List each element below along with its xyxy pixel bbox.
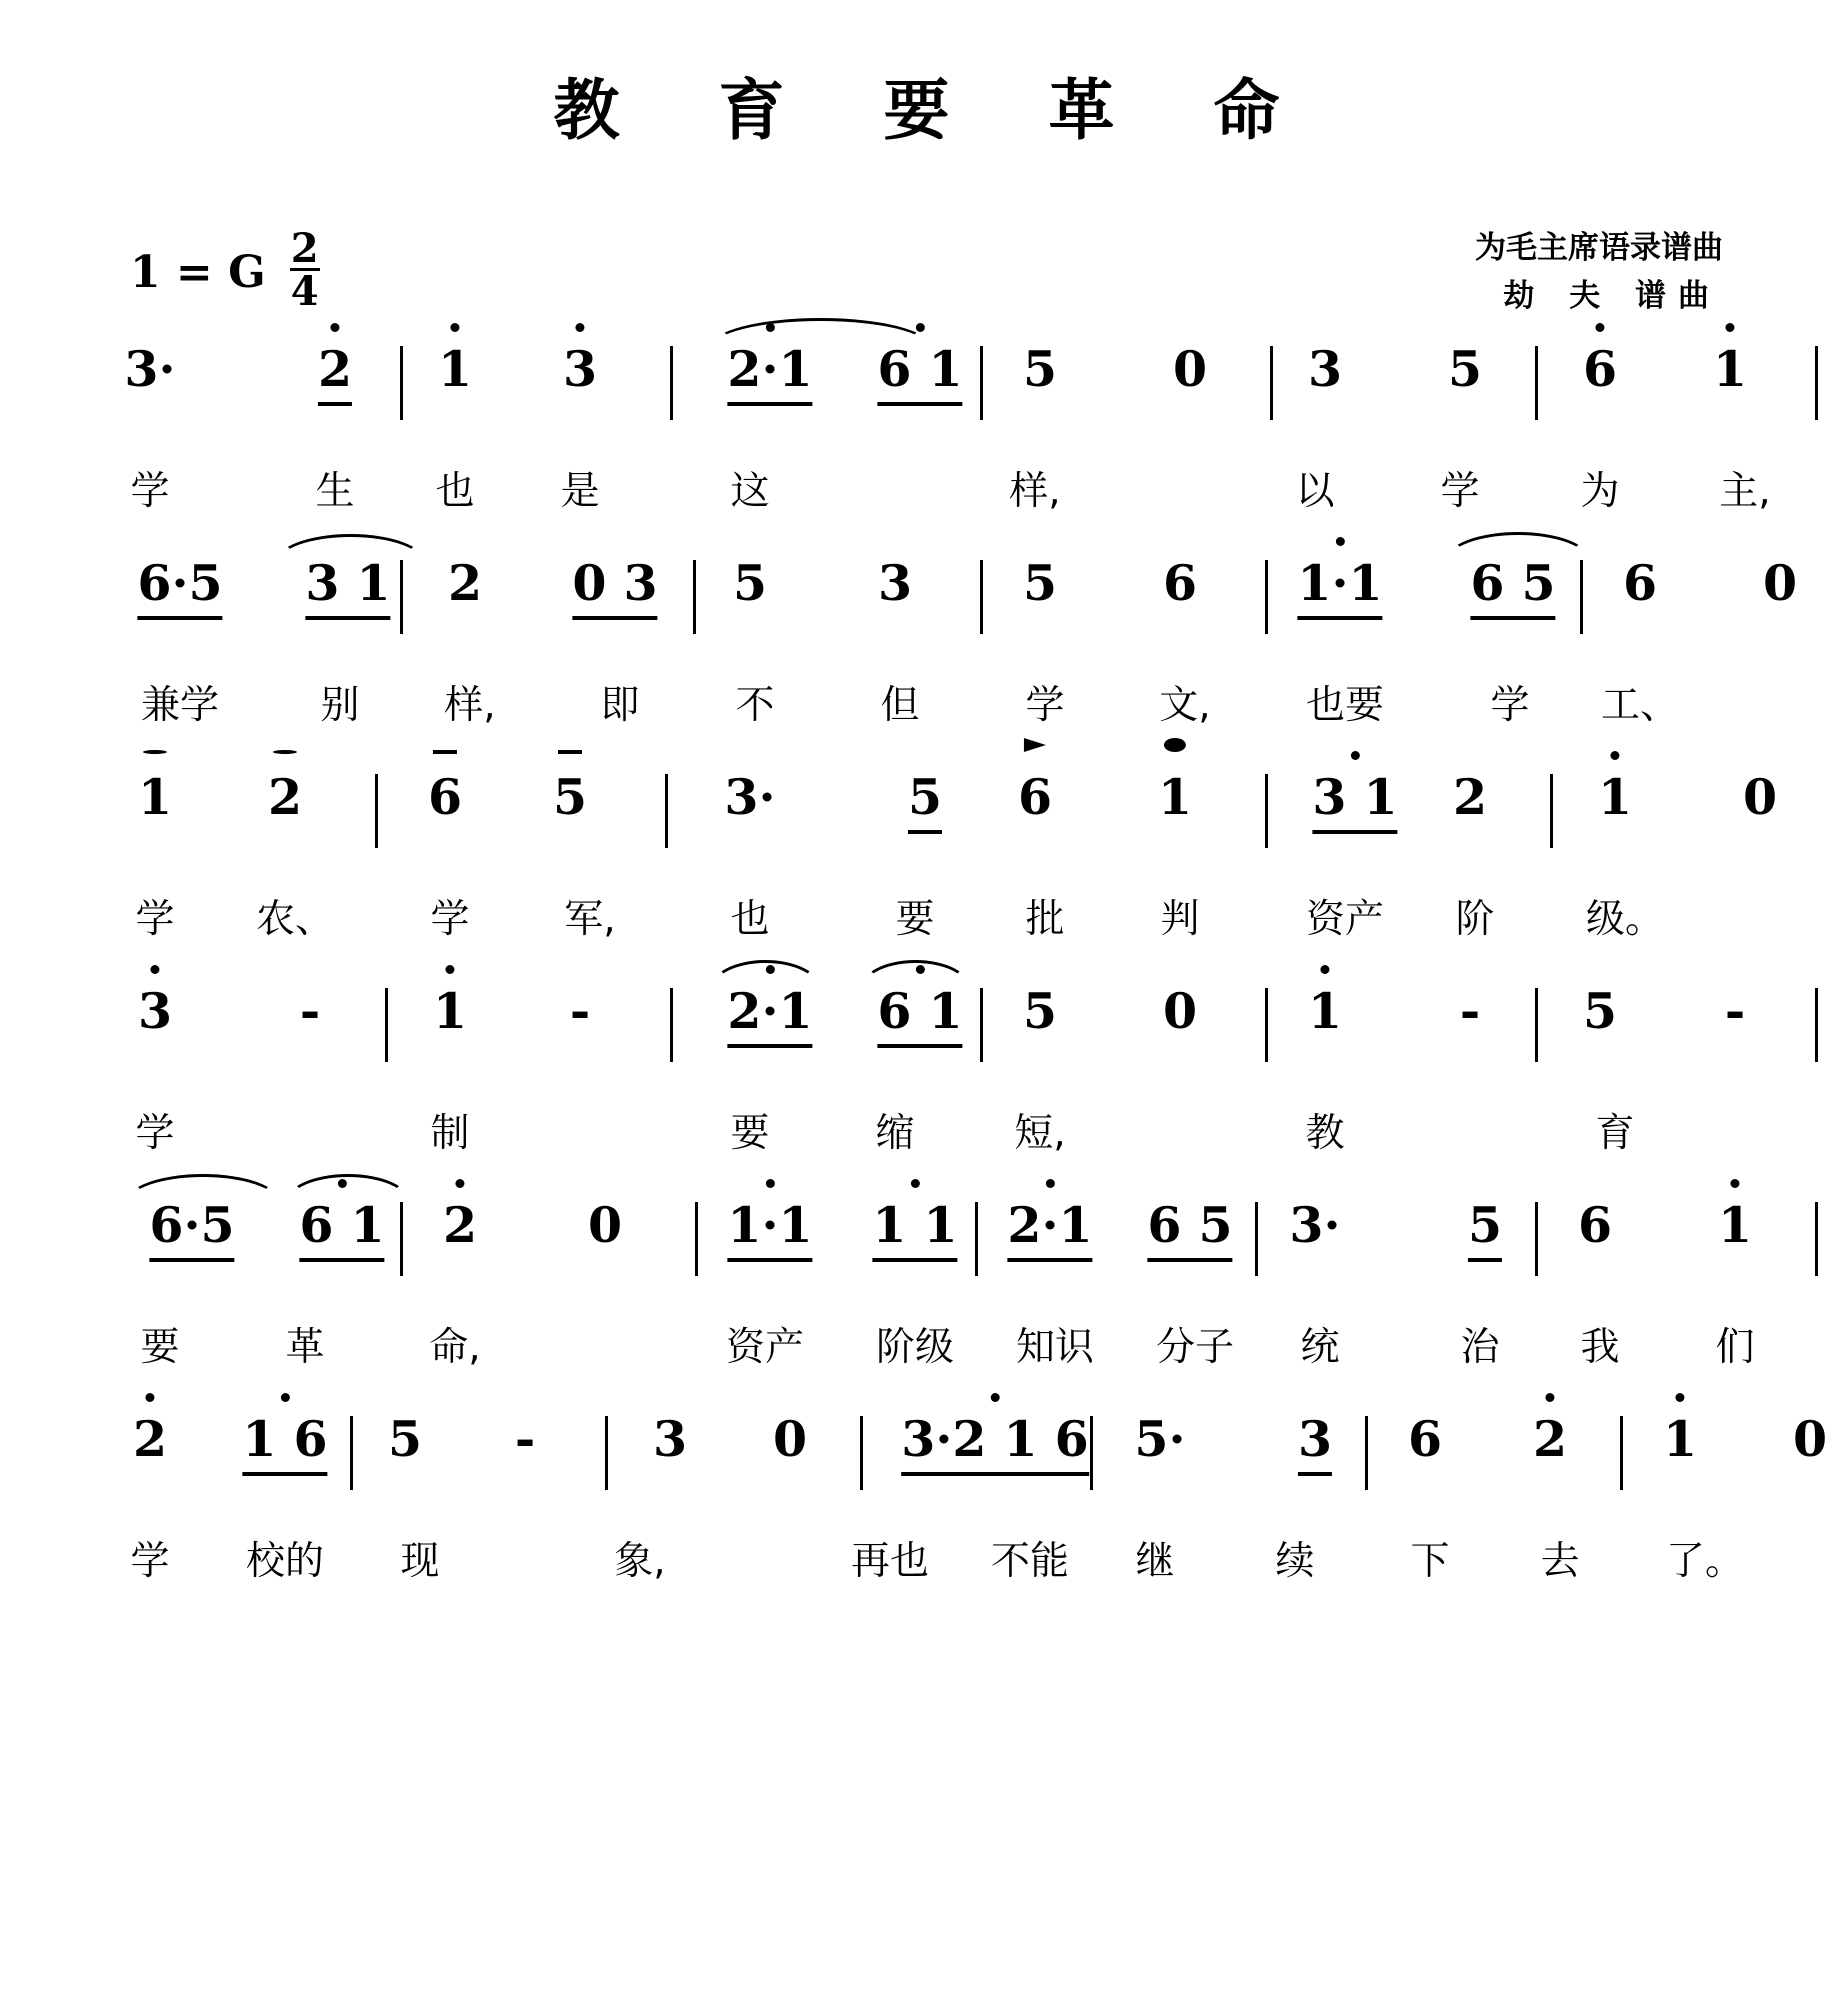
note [428, 768, 462, 826]
lyric: 工、 [1600, 683, 1680, 728]
note-glyph: 1·1 [727, 1196, 812, 1262]
note [553, 768, 587, 826]
lyric: 去 [1540, 1539, 1580, 1584]
lyric: 学 [1440, 469, 1480, 514]
note: - [299, 982, 321, 1040]
lyric: 学 [135, 897, 175, 942]
barline [400, 346, 403, 420]
note-glyph: 5 [552, 768, 588, 826]
lyric: 生 [315, 469, 355, 514]
note: 5 [1022, 340, 1058, 398]
note: - [514, 1410, 536, 1468]
note: 5 [1582, 982, 1618, 1040]
lyric: 革 [285, 1325, 325, 1370]
note [242, 1410, 327, 1476]
note: - [1724, 982, 1746, 1040]
barline [1550, 774, 1553, 848]
score-header [70, 210, 1763, 340]
note-glyph: 1 6 [242, 1410, 327, 1476]
note-glyph: 6 5 [1147, 1196, 1232, 1262]
lyric: 也 [435, 469, 475, 514]
music-system-2 [70, 554, 1798, 768]
lyric: 不 [735, 683, 775, 728]
barline [1535, 346, 1538, 420]
barline [1815, 1202, 1818, 1276]
lyric-row-3 [70, 888, 1763, 958]
note-glyph: 3 [137, 982, 173, 1040]
lyric: 学 [135, 1111, 175, 1156]
note [727, 340, 812, 406]
note-glyph: 6·5 [149, 1196, 234, 1262]
lyric: 这 [730, 469, 770, 514]
lyric: 校的 [245, 1539, 325, 1584]
lyric: 资产 [725, 1325, 805, 1370]
barline [860, 1416, 863, 1490]
barline [1535, 988, 1538, 1062]
note-glyph: 1 [1157, 768, 1193, 826]
note [872, 1196, 957, 1262]
lyric: 们 [1715, 1325, 1755, 1370]
lyric-row-2 [70, 674, 1763, 744]
note [1298, 1410, 1332, 1476]
lyric: 也要 [1305, 683, 1385, 728]
note: 5 [1022, 554, 1058, 612]
lyric: 但 [880, 683, 920, 728]
note: 6 [1622, 554, 1658, 612]
note [1018, 768, 1052, 826]
lyric: 文, [1159, 683, 1211, 728]
note-glyph: 1 [437, 340, 473, 398]
barline [1265, 560, 1268, 634]
lyric: 为 [1580, 469, 1620, 514]
note [438, 340, 472, 398]
barline [670, 346, 673, 420]
note [901, 1410, 1089, 1476]
note-glyph: 3·2 1 6 [901, 1410, 1089, 1476]
note-glyph: 6 5 [1470, 554, 1555, 620]
lyric: 教 [1305, 1111, 1345, 1156]
note-glyph: 1 1 [872, 1196, 957, 1262]
note: 3 [877, 554, 913, 612]
key-signature-group [130, 225, 320, 315]
note-glyph: 1 [1712, 340, 1748, 398]
note [1158, 768, 1192, 826]
lyric: 样, [444, 683, 496, 728]
note: 6 [1162, 554, 1198, 612]
time-signature-numerator: 2 [290, 225, 319, 272]
note [1598, 768, 1632, 826]
note-glyph: 6 1 [877, 982, 962, 1048]
note-glyph: 2 [1532, 1410, 1568, 1468]
note-glyph: 1 [1662, 1410, 1698, 1468]
lyric: 阶级 [875, 1325, 955, 1370]
lyric: 即 [600, 683, 640, 728]
note [727, 982, 812, 1048]
lyric: 育 [1595, 1111, 1635, 1156]
note-glyph: 2 [267, 768, 303, 826]
note [1533, 1410, 1567, 1468]
note: - [569, 982, 591, 1040]
note [443, 1196, 477, 1254]
note-glyph: 6·5 [137, 554, 222, 620]
lyric: 学 [1490, 683, 1530, 728]
note-glyph: 6 1 [299, 1196, 384, 1262]
note [563, 340, 597, 398]
note [727, 1196, 812, 1262]
note-glyph: 6 1 [877, 340, 962, 406]
note [908, 768, 942, 834]
note: 3· [1289, 1196, 1341, 1254]
music-system-6 [70, 1410, 1828, 1624]
note: 3 [1307, 340, 1343, 398]
lyric: 再也 [850, 1539, 930, 1584]
lyric: 是 [560, 469, 600, 514]
note: 2 [447, 554, 483, 612]
credit-line-2: 劫 夫 谱曲 [1503, 278, 1721, 315]
lyric: 继 [1135, 1539, 1175, 1584]
note: 0 [1162, 982, 1198, 1040]
note [1297, 554, 1382, 620]
lyric: 也 [730, 897, 770, 942]
note [1147, 1196, 1232, 1262]
note [138, 982, 172, 1040]
note-glyph: 6 [427, 768, 463, 826]
note: 3· [124, 340, 176, 398]
barline [980, 346, 983, 420]
note [318, 340, 352, 406]
note [877, 982, 962, 1048]
barline [1815, 988, 1818, 1062]
note: 6 [1407, 1410, 1443, 1468]
music-system-4 [70, 982, 1763, 1196]
lyric: 学 [430, 897, 470, 942]
music-system-3 [70, 768, 1778, 982]
note-glyph: 3 1 [305, 554, 390, 620]
note: 0 [1762, 554, 1798, 612]
note-glyph: 2 [318, 340, 352, 406]
note-glyph: 2·1 [1007, 1196, 1092, 1262]
note-glyph: 1 [137, 768, 173, 826]
time-signature-denominator: 4 [290, 268, 319, 315]
barline [1265, 774, 1268, 848]
lyric: 续 [1275, 1539, 1315, 1584]
note-row-2 [70, 554, 1798, 674]
lyric: 判 [1160, 897, 1200, 942]
note: 0 [1742, 768, 1778, 826]
note [1713, 340, 1747, 398]
note-glyph: 1 [1597, 768, 1633, 826]
note: 3 [652, 1410, 688, 1468]
note-glyph: 2·1 [727, 340, 812, 406]
page-title: 教 育 要 革 命 [553, 72, 1318, 149]
note-row-3 [70, 768, 1778, 888]
lyric: 资产 [1305, 897, 1385, 942]
lyric-row-4 [70, 1102, 1763, 1172]
note [305, 554, 390, 620]
note [1663, 1410, 1697, 1468]
note: 5 [1022, 982, 1058, 1040]
lyric: 级。 [1585, 897, 1665, 942]
barline [385, 988, 388, 1062]
barline [1815, 346, 1818, 420]
note [877, 340, 962, 406]
lyric: 军, [564, 897, 616, 942]
lyric: 学 [130, 469, 170, 514]
lyric: 以 [1295, 469, 1335, 514]
note [433, 982, 467, 1040]
barline [1535, 1202, 1538, 1276]
lyric: 统 [1300, 1325, 1340, 1370]
lyric: 不能 [990, 1539, 1070, 1584]
lyric: 制 [430, 1111, 470, 1156]
lyric: 主, [1719, 469, 1771, 514]
barline [980, 560, 983, 634]
key-signature: 1 = G [130, 247, 266, 298]
note: 0 [587, 1196, 623, 1254]
note [138, 768, 172, 826]
lyric: 缩 [875, 1111, 915, 1156]
lyric: 兼学 [140, 683, 220, 728]
lyric: 命, [429, 1325, 481, 1370]
note-row-4 [70, 982, 1763, 1102]
lyric: 样, [1009, 469, 1061, 514]
note-row-5 [70, 1196, 1763, 1316]
barline [605, 1416, 608, 1490]
note-glyph: 1 [1307, 982, 1343, 1040]
note: 3· [724, 768, 776, 826]
note-glyph: 6 [1582, 340, 1618, 398]
lyric: 要 [895, 897, 935, 942]
time-signature [290, 225, 320, 315]
note-glyph: 2 [442, 1196, 478, 1254]
lyric: 要 [730, 1111, 770, 1156]
barline [1090, 1416, 1093, 1490]
note: - [1459, 982, 1481, 1040]
note [133, 1410, 167, 1468]
lyric: 农、 [255, 897, 335, 942]
note [572, 554, 657, 620]
lyric: 学 [130, 1539, 170, 1584]
note: 5 [387, 1410, 423, 1468]
note-glyph: 2·1 [727, 982, 812, 1048]
note-glyph: 5 [908, 768, 942, 834]
note-glyph: 6 [1017, 768, 1053, 826]
note-glyph: 2 [132, 1410, 168, 1468]
note: 6 [1577, 1196, 1613, 1254]
lyric-row-5 [70, 1316, 1763, 1386]
music-system-5 [70, 1196, 1763, 1410]
note-row-6 [70, 1410, 1828, 1530]
lyric-row-1 [70, 460, 1771, 530]
barline [1255, 1202, 1258, 1276]
note: 2 [1452, 768, 1488, 826]
credits [1475, 224, 1723, 320]
note [299, 1196, 384, 1262]
note-glyph: 3 [1298, 1410, 1332, 1476]
barline [1620, 1416, 1623, 1490]
note-row-1 [70, 340, 1763, 460]
note [1468, 1196, 1502, 1262]
barline [1270, 346, 1273, 420]
lyric: 分子 [1155, 1325, 1235, 1370]
note [1308, 982, 1342, 1040]
note [1312, 768, 1397, 834]
barline [375, 774, 378, 848]
barline [670, 988, 673, 1062]
note [268, 768, 302, 826]
note [1583, 340, 1617, 398]
note-glyph: 3 1 [1312, 768, 1397, 834]
note-glyph: 5 [1468, 1196, 1502, 1262]
lyric: 我 [1580, 1325, 1620, 1370]
note [1718, 1196, 1752, 1254]
lyric: 下 [1410, 1539, 1450, 1584]
barline [350, 1416, 353, 1490]
music-system-1 [70, 340, 1771, 554]
lyric: 短, [1014, 1111, 1066, 1156]
barline [665, 774, 668, 848]
note-glyph: 1 [1717, 1196, 1753, 1254]
lyric: 别 [320, 683, 360, 728]
lyric: 要 [140, 1325, 180, 1370]
note: 0 [1792, 1410, 1828, 1468]
lyric: 学 [1025, 683, 1065, 728]
note [1007, 1196, 1092, 1262]
barline [1365, 1416, 1368, 1490]
barline [975, 1202, 978, 1276]
note: 0 [772, 1410, 808, 1468]
note-glyph: 0 3 [572, 554, 657, 620]
barline [693, 560, 696, 634]
note: 5· [1134, 1410, 1186, 1468]
lyric: 知识 [1015, 1325, 1095, 1370]
note-glyph: 3 [562, 340, 598, 398]
lyric: 象, [614, 1539, 666, 1584]
note [137, 554, 222, 620]
lyric-row-6 [70, 1530, 1763, 1600]
lyric: 阶 [1455, 897, 1495, 942]
note-glyph: 1·1 [1297, 554, 1382, 620]
note [149, 1196, 234, 1262]
lyric: 现 [400, 1539, 440, 1584]
note [1470, 554, 1555, 620]
barline [695, 1202, 698, 1276]
lyric: 批 [1025, 897, 1065, 942]
barline [980, 988, 983, 1062]
barline [400, 560, 403, 634]
note-glyph: 1 [432, 982, 468, 1040]
note: 5 [732, 554, 768, 612]
barline [1580, 560, 1583, 634]
credit-line-1: 为毛主席语录谱曲 [1475, 230, 1723, 266]
lyric: 了。 [1665, 1539, 1745, 1584]
barline [400, 1202, 403, 1276]
note: 5 [1447, 340, 1483, 398]
lyric: 治 [1460, 1325, 1500, 1370]
barline [1265, 988, 1268, 1062]
note: 0 [1172, 340, 1208, 398]
